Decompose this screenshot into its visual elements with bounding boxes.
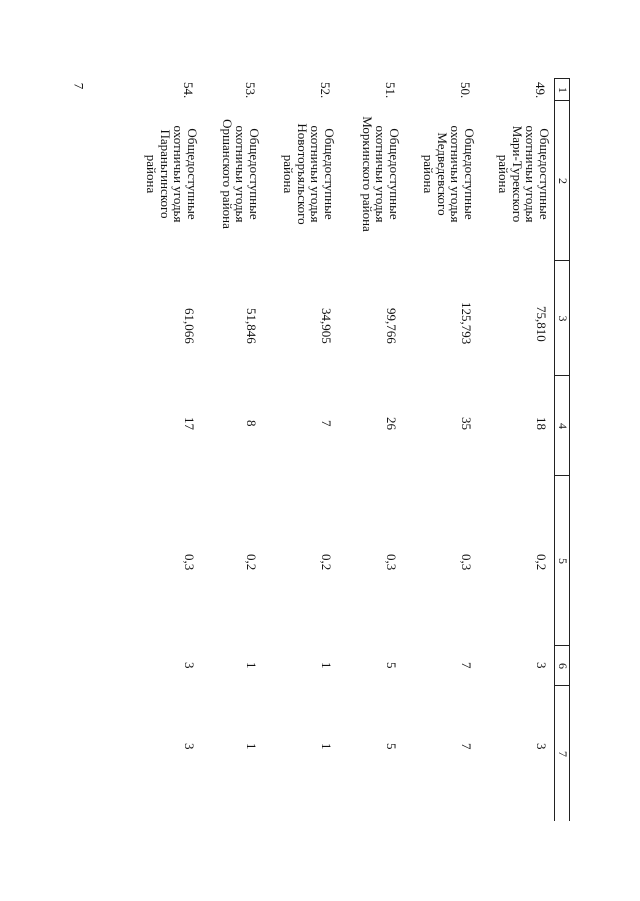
page-number: 7 xyxy=(71,82,87,90)
row-name xyxy=(220,115,261,233)
header-col-2: 2 xyxy=(555,100,570,261)
row-number: 51. xyxy=(383,82,398,99)
row-col-4: 7 xyxy=(319,420,334,427)
row-col-4: 8 xyxy=(244,420,259,427)
name-line: Медведевского xyxy=(434,132,450,216)
header-col-3: 3 xyxy=(555,260,570,376)
row-area: 61,066 xyxy=(182,308,197,344)
row-col-4: 18 xyxy=(534,417,549,430)
row-area: 34,905 xyxy=(319,308,334,344)
name-line: Мари-Турекского xyxy=(509,125,525,223)
name-line: охотничьи угодья xyxy=(308,125,324,223)
row-col-5: 0,3 xyxy=(182,554,197,571)
name-line: Общедоступные xyxy=(462,128,477,220)
row-col-7: 1 xyxy=(244,743,259,750)
row-col-6: 7 xyxy=(459,662,474,669)
row-col-4: 35 xyxy=(459,417,474,430)
row-col-7: 5 xyxy=(384,743,399,750)
row-col-7: 7 xyxy=(459,743,474,750)
row-number: 50. xyxy=(458,82,473,99)
row-number: 53. xyxy=(243,82,258,99)
name-line: Общедоступные xyxy=(185,128,200,220)
name-line: охотничьи угодья xyxy=(523,125,539,223)
row-col-5: 0,2 xyxy=(534,554,549,571)
row-name xyxy=(145,115,199,233)
row-area: 99,766 xyxy=(384,308,399,344)
row-name xyxy=(282,115,336,233)
row-area: 75,810 xyxy=(534,306,549,342)
row-col-6: 3 xyxy=(182,662,197,669)
name-line: охотничьи угодья xyxy=(233,125,249,223)
rotated-table xyxy=(108,78,570,821)
name-line: района xyxy=(144,154,160,194)
row-col-7: 3 xyxy=(182,743,197,750)
row-area: 51,846 xyxy=(244,308,259,344)
name-line: района xyxy=(421,154,437,194)
row-col-4: 17 xyxy=(182,417,197,430)
row-col-5: 0,3 xyxy=(384,554,399,571)
name-line: Общедоступные xyxy=(537,128,552,220)
row-name xyxy=(497,115,551,233)
name-line: района xyxy=(496,154,512,194)
row-col-6: 5 xyxy=(384,662,399,669)
header-col-4: 4 xyxy=(555,375,570,476)
row-number: 49. xyxy=(533,82,548,99)
row-col-6: 1 xyxy=(244,662,259,669)
row-col-6: 1 xyxy=(319,662,334,669)
row-col-5: 0,2 xyxy=(319,554,334,571)
name-line: охотничьи угодья xyxy=(373,125,389,223)
name-line: Общедоступные xyxy=(247,128,262,220)
header-col-1: 1 xyxy=(555,78,570,101)
row-col-7: 3 xyxy=(534,743,549,750)
name-line: Новоторъяльского xyxy=(294,123,310,225)
name-line: района xyxy=(281,154,297,194)
name-line: Общедоступные xyxy=(387,128,402,220)
row-number: 54. xyxy=(181,82,196,99)
row-col-7: 1 xyxy=(319,743,334,750)
name-line: Моркинского района xyxy=(359,116,375,232)
name-line: Параньгинского xyxy=(157,129,173,219)
row-col-6: 3 xyxy=(534,662,549,669)
name-line: Общедоступные xyxy=(322,128,337,220)
header-col-6: 6 xyxy=(555,645,570,686)
header-col-5: 5 xyxy=(555,475,570,646)
row-col-4: 26 xyxy=(384,417,399,430)
name-line: охотничьи угодья xyxy=(448,125,464,223)
row-name xyxy=(422,115,476,233)
row-number: 52. xyxy=(318,82,333,99)
row-col-5: 0,3 xyxy=(459,554,474,571)
name-line: Оршанского района xyxy=(219,119,235,229)
header-col-7: 7 xyxy=(555,685,570,822)
row-col-5: 0,2 xyxy=(244,554,259,571)
name-line: охотничьи угодья xyxy=(171,125,187,223)
row-name xyxy=(360,115,401,233)
row-area: 125,793 xyxy=(459,302,474,345)
